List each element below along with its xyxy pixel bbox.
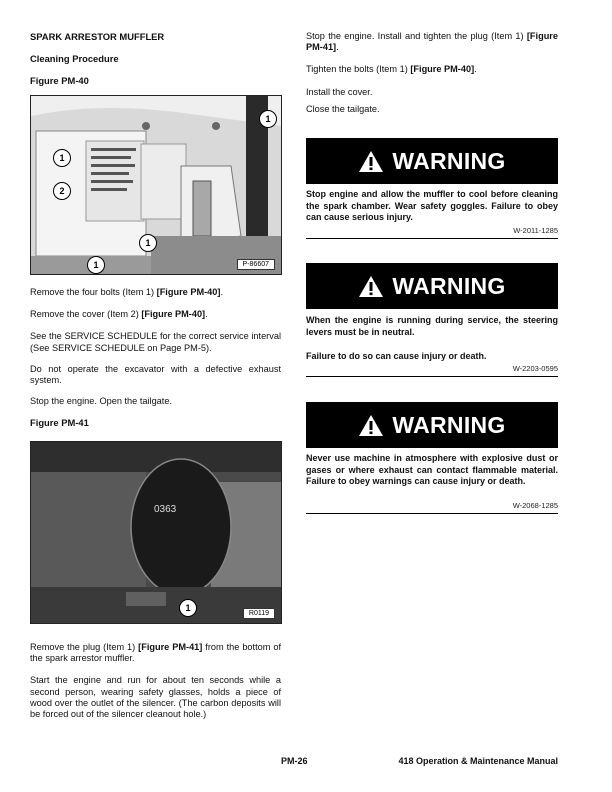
muffler-stencil: 0363 <box>154 504 177 515</box>
callout-1-left: 1 <box>53 149 71 167</box>
callout-1-top: 1 <box>259 110 277 128</box>
divider <box>306 238 558 239</box>
warning-text-2: When the engine is running during service, the steering levers must be in neutral. <box>306 315 558 337</box>
step-stop-engine: Stop the engine. Open the tailgate. <box>30 396 173 407</box>
warning-triangle-icon <box>358 414 384 437</box>
callout-1-plug: 1 <box>179 599 197 617</box>
warning-code-2: W-2203-0595 <box>512 364 558 373</box>
right-column <box>306 31 558 115</box>
step-install-cover: Install the cover. <box>306 86 373 97</box>
left-column <box>30 31 281 87</box>
figure-pm41-code: R0119 <box>243 608 275 619</box>
step-remove-plug: Remove the plug (Item 1) [Figure PM-41] from the bottom of the spark arrestor muffler. <box>30 642 282 664</box>
step-remove-bolts: Remove the four bolts (Item 1) [Figure PM-40]. <box>30 287 224 297</box>
left-body-1 <box>30 287 281 429</box>
exhaust-note: Do not operate the excavator with a defective exhaust system. <box>30 363 281 386</box>
figure-pm40-photo <box>30 95 282 275</box>
figure-caption-pm40: Figure PM-40 <box>30 75 89 87</box>
divider <box>306 513 558 514</box>
warning-triangle-icon <box>358 275 384 298</box>
callout-1-mid: 1 <box>139 234 157 252</box>
service-schedule-note: See the SERVICE SCHEDULE for the correct service interval (See SERVICE SCHEDULE on Page PM-5). <box>30 331 281 353</box>
step-tighten-bolts: Tighten the bolts (Item 1) [Figure PM-40]. <box>306 64 477 75</box>
muffler-illustration <box>31 442 281 623</box>
divider <box>306 376 558 377</box>
manual-title: 418 Operation & Maintenance Manual <box>398 756 558 766</box>
callout-2-cover: 2 <box>53 182 71 200</box>
warning-heading: WARNING <box>392 411 506 438</box>
warning-text-2b: Failure to do so can cause injury or death. <box>306 351 487 361</box>
step-remove-cover: Remove the cover (Item 2) [Figure PM-40]. <box>30 309 208 320</box>
left-body-2 <box>30 642 281 720</box>
warning-code-1: W-2011-1285 <box>513 226 558 235</box>
warning-heading: WARNING <box>392 147 506 174</box>
figure-pm40-code: P-86607 <box>237 259 275 270</box>
warning-triangle-icon <box>358 150 384 173</box>
step-close-tailgate: Close the tailgate. <box>306 103 380 114</box>
callout-1-bottom: 1 <box>87 256 105 274</box>
warning-heading: WARNING <box>392 272 506 299</box>
step-run-engine: Start the engine and run for about ten seconds while a second person, wearing safety glasses, holds a piece of wood over the outlet of the silencer. (The carbon deposits will be forced out of the silencer cleanout hole.) <box>30 675 281 720</box>
figure-caption-pm41: Figure PM-41 <box>30 417 89 429</box>
warning-banner-2 <box>306 263 558 309</box>
warning-banner-3 <box>306 402 558 448</box>
subsection-title: Cleaning Procedure <box>30 53 119 65</box>
warning-text-1: Stop engine and allow the muffler to cool before cleaning the spark chamber. Wear safety goggles. Failure to obey can cause serious injury. <box>306 189 558 222</box>
page-number: PM-26 <box>281 756 308 766</box>
section-title: SPARK ARRESTOR MUFFLER <box>30 31 165 42</box>
warning-code-3: W-2068-1285 <box>512 501 558 510</box>
warning-text-3: Never use machine in atmosphere with explosive dust or gases or where exhaust can contact flammable material. Failure to obey warnings can cause injury or death. <box>306 453 558 486</box>
warning-banner-1 <box>306 138 558 184</box>
step-install-plug: Stop the engine. Install and tighten the plug (Item 1) [Figure PM-41]. <box>306 31 558 53</box>
figure-pm41-photo <box>30 441 282 624</box>
